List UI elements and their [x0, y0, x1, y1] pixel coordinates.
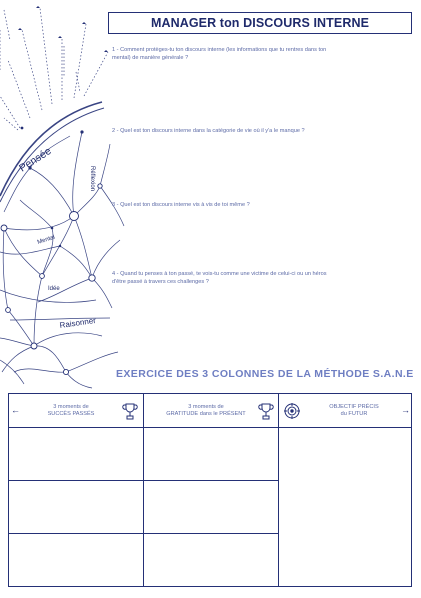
answer-cell-present-2[interactable]	[144, 481, 279, 533]
question-2-line-1: 2 - Quel est ton discours interne dans la catégorie de vie où il y'a le manque ?	[112, 128, 305, 134]
header-past-line-1: 3 moments de	[53, 404, 89, 410]
target-icon	[283, 402, 301, 420]
header-present-line-1: 3 moments de	[188, 404, 224, 410]
label-pensee: Pensée	[17, 145, 54, 175]
header-future-line-2: du FUTUR	[340, 411, 368, 417]
question-3	[112, 201, 412, 209]
label-raisonner: Raisonner	[59, 315, 97, 330]
question-1	[112, 46, 412, 62]
question-4-line-2: d'être passé à travers ces challenges ?	[112, 279, 209, 285]
answer-cell-present-1[interactable]	[144, 428, 279, 480]
header-future-line-1: OBJECTIF PRÉCIS	[329, 404, 379, 410]
header-cell-past	[21, 394, 121, 428]
answer-cell-past-2[interactable]	[9, 481, 144, 533]
arrow-left-icon: ←	[11, 405, 20, 415]
question-1-line-2: mental) de manière générale ?	[112, 55, 189, 61]
question-4-line-1: 4 - Quand tu penses à ton passé, te vois-tu comme une victime de celui-ci ou un héros	[112, 271, 327, 277]
question-3-line-1: 3 - Quel est ton discours interne vis à vis de toi même ?	[112, 202, 250, 208]
page-title: MANAGER ton DISCOURS INTERNE	[150, 16, 370, 30]
question-2	[112, 127, 412, 135]
trophy-icon	[258, 402, 274, 422]
neural-network-illustration	[0, 0, 130, 390]
question-1-line-1: 1 - Comment protèges-tu ton discours interne (les informations que tu rentres dans ton	[112, 47, 327, 53]
sane-exercise-table	[8, 393, 412, 587]
header-past-line-2: SUCCÈS PASSÉS	[47, 411, 95, 417]
trophy-icon	[122, 402, 138, 422]
header-cell-future	[305, 394, 403, 428]
label-idee: Idée	[48, 286, 60, 292]
exercise-title: EXERCICE DES 3 COLONNES DE LA MÉTHODE S.A.N.E	[116, 368, 414, 380]
label-mental: Mental	[36, 234, 56, 246]
header-present-line-2: GRATITUDE dans le PRÉSENT	[166, 411, 246, 417]
title-box	[108, 12, 412, 34]
answer-cell-future[interactable]	[279, 428, 411, 586]
label-reflexion: Réflexion	[89, 166, 95, 192]
header-cell-present	[154, 394, 258, 428]
answer-cell-present-3[interactable]	[144, 534, 279, 586]
question-4	[112, 270, 412, 286]
arrow-right-icon: →	[401, 405, 410, 415]
answer-cell-past-3[interactable]	[9, 534, 144, 586]
answer-cell-past-1[interactable]	[9, 428, 144, 480]
